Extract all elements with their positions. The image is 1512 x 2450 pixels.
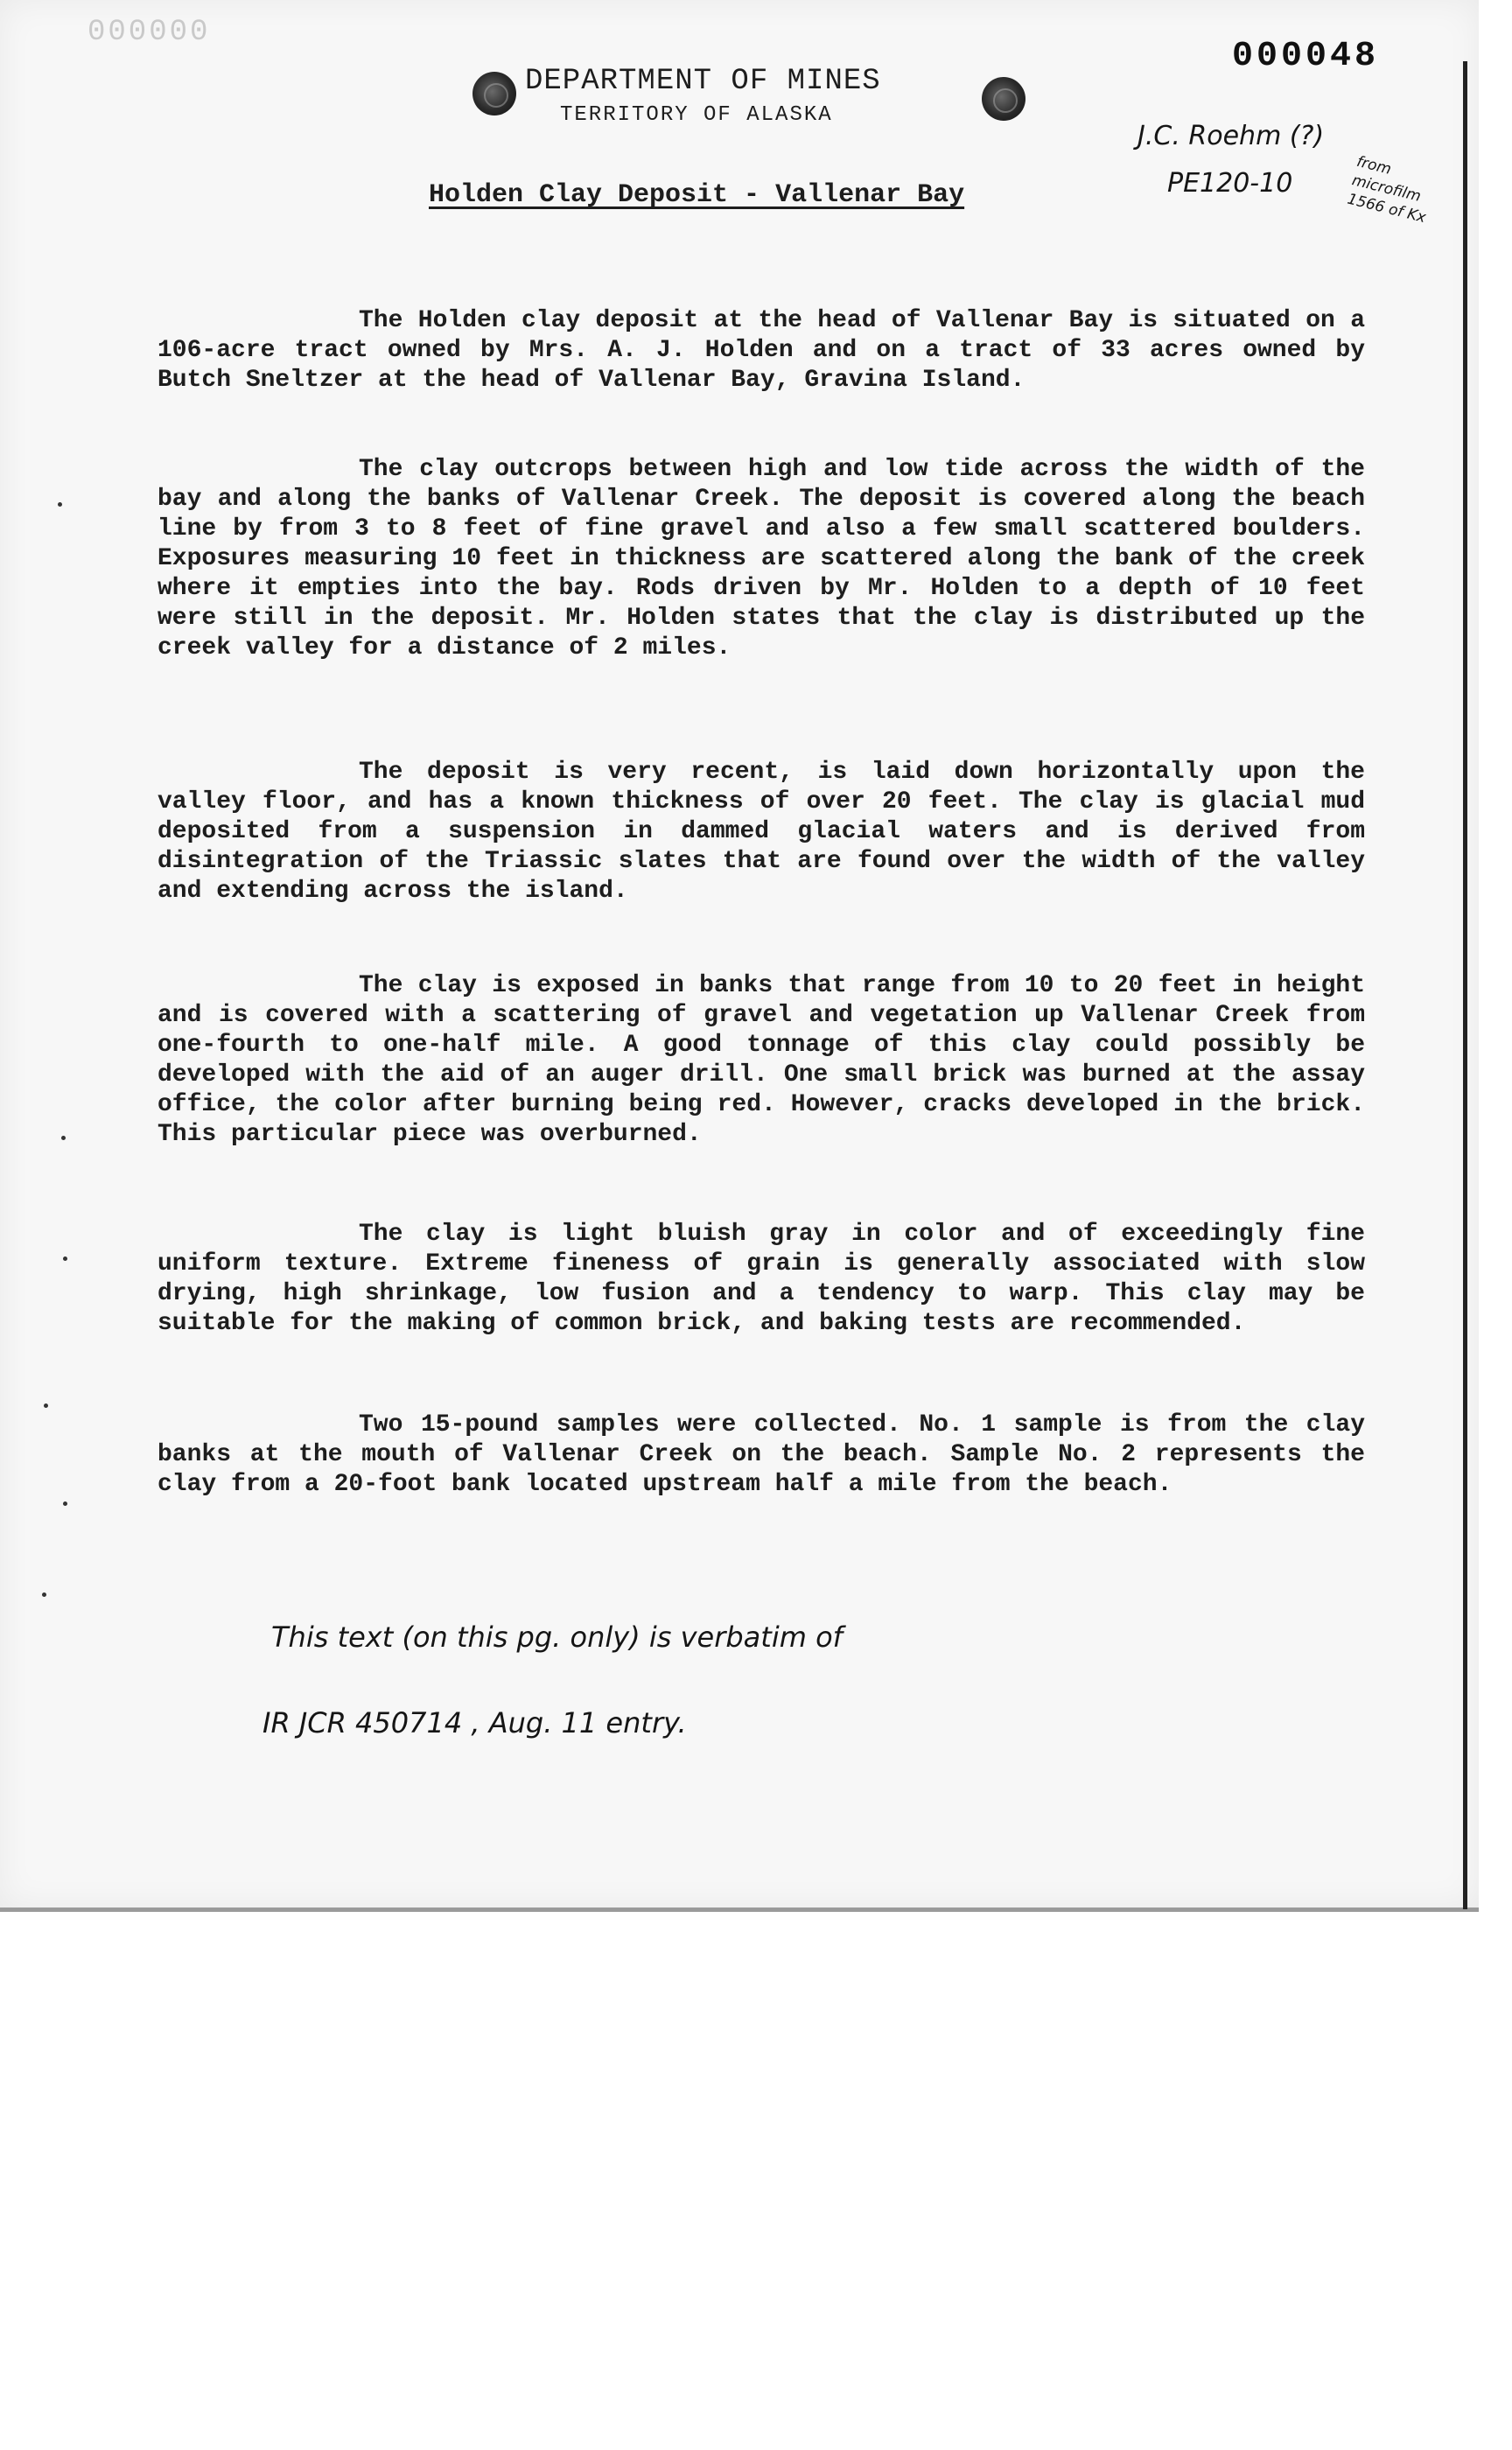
scan-edge-right [1463,61,1467,1909]
department-heading: DEPARTMENT OF MINES [525,65,881,98]
handwritten-note-line-1: This text (on this pg. only) is verbatim of [271,1620,843,1654]
microfilm-annotation: from microfilm 1566 of Kx [1345,152,1428,228]
paragraph-4: The clay is exposed in banks that range from 10 to 20 feet in height and is covered with a scattering of gravel and vegetation up Vallenar Creek from one-fourth to one-half mile. A good tonnage of this clay could possibly be developed with the aid of an auger drill. One small brick was burned at the assay office, the color after burning being red. However, cracks developed in the brick. This particular piece was overburned. [158,972,1365,1148]
margin-mark [42,1592,46,1597]
faint-stamp: 000000 [88,16,211,49]
margin-mark [63,1502,67,1506]
margin-mark [44,1404,48,1408]
author-annotation: J.C. Roehm (?) [1138,121,1325,151]
paragraph-3: The deposit is very recent, is laid down horizontally upon the valley floor, and has a known thickness of over 20 feet. The clay is glacial mud deposited from a suspension in dammed glacial waters and is derived from disintegration of the Triassic slates that are found over the width of the valley and extending across the island. [158,759,1365,905]
file-reference-annotation: PE120-10 [1167,168,1293,199]
margin-mark [61,1136,66,1140]
margin-mark [58,502,62,507]
paragraph-5: The clay is light bluish gray in color and of exceedingly fine uniform texture. Extreme fineness of grain is generally associated with slow drying, high shrinkage, low fusion and a tendency to warp. This clay may be suitable for the making of common brick, and baking tests are recommended. [158,1221,1365,1337]
seal-right-icon [982,77,1026,121]
paragraph-1: The Holden clay deposit at the head of Vallenar Bay is situated on a 106-acre tract owned by Mrs. A. J. Holden and on a tract of 33 acres owned by Butch Sneltzer at the head of Vallenar Bay, Gravina Island. [158,307,1365,394]
handwritten-note-line-2: IR JCR 450714 , Aug. 11 entry. [262,1706,687,1740]
seal-left-icon [472,72,516,116]
territory-heading: TERRITORY OF ALASKA [560,103,833,127]
paragraph-6: Two 15-pound samples were collected. No. 1 sample is from the clay banks at the mouth of Vallenar Creek on the beach. Sample No. 2 represents the clay from a 20-foot bank located upstream half a mile from the beach. [158,1411,1365,1498]
page-reference-number: 000048 [1232,37,1380,76]
paragraph-2: The clay outcrops between high and low tide across the width of the bay and along the banks of Vallenar Creek. The deposit is covered along the beach line by from 3 to 8 feet of fine gravel and also a few small scattered boulders. Exposures measuring 10 feet in thickness are scattered along the bank of the creek where it empties into the bay. Rods driven by Mr. Holden to a depth of 10 feet were still in the deposit. Mr. Holden states that the clay is distributed up the creek valley for a distance of 2 miles. [158,456,1365,662]
document-title: Holden Clay Deposit - Vallenar Bay [429,180,965,210]
margin-mark [63,1256,67,1261]
scan-edge-bottom [0,1908,1479,1912]
